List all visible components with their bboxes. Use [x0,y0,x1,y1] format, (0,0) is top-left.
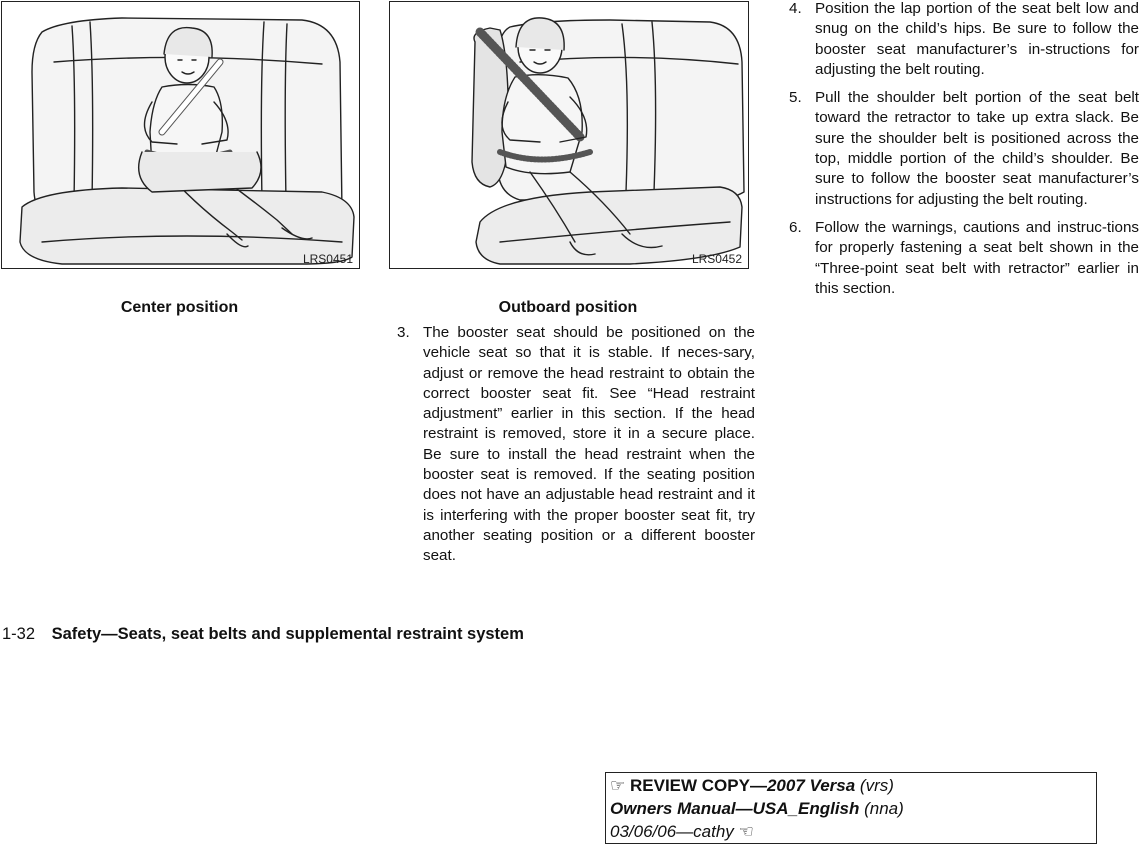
figure-center-position [1,1,360,269]
list-item-text: Pull the shoulder belt portion of the seat belt toward the retractor to take up extra slack. Be sure the shoulder belt is positioned across the top, middle portion of the child’s shoulder. Be sure to follow the booster seat manufacturer’s instructions for adjusting the belt routing. [815,89,1139,208]
figure-code: LRS0452 [691,252,742,266]
outboard-position-illustration [390,2,748,268]
center-position-illustration [2,2,359,268]
list-item [789,88,1139,210]
list-item-text: The booster seat should be positioned on the vehicle seat so that it is stable. If neces-sary, adjust or remove the head restraint to obtain the correct booster seat fit. See “Head restraint adjustment” earlier in this section. If the head restraint is removed, store it in a secure place. Be sure to install the head restraint when the booster seat is removed. If the seating position does not have an adjustable head restraint and it is interfering with the proper booster seat fit, try another seating position or a different booster seat. [423,324,755,565]
list-item-text: Position the lap portion of the seat belt low and snug on the child’s hips. Be sure to follow the booster seat manufacturer’s in-structions for adjusting the belt routing. [815,0,1139,78]
model-code: (vrs) [855,776,894,795]
manual-name: Owners Manual—USA_English [610,799,860,818]
page-number: 1-32 [2,625,36,643]
pointing-hand-right-icon: ☞ [610,776,626,795]
page-footer [2,625,524,644]
middle-column-text [397,323,755,575]
review-copy-box [605,772,1097,844]
list-item-number: 5. [789,89,802,107]
model-name: 2007 Versa [766,776,856,795]
figure-caption-outboard: Outboard position [498,299,638,316]
figure-caption-center: Center position [120,299,239,316]
review-line-2 [610,797,1092,820]
list-item [789,218,1139,299]
review-label: REVIEW COPY— [629,776,767,795]
figure-code: LRS0451 [302,252,353,266]
list-item-number: 4. [789,0,802,17]
pointing-hand-left-icon: ☜ [738,822,754,841]
list-item [397,323,755,567]
figure-outboard-position [389,1,749,269]
review-line-3 [610,820,1092,843]
list-item-number: 3. [397,324,410,341]
manual-code: (nna) [859,799,904,818]
section-title: Safety—Seats, seat belts and supplemental restraint system [51,625,524,643]
right-column-text [789,0,1139,307]
review-date: 03/06/06—cathy [610,822,734,841]
review-line-1 [610,774,1092,797]
list-item-number: 6. [789,218,802,236]
list-item [789,0,1139,80]
list-item-text: Follow the warnings, cautions and instruc-tions for properly fastening a seat belt shown in the “Three-point seat belt with retractor” earlier in this section. [815,218,1139,297]
